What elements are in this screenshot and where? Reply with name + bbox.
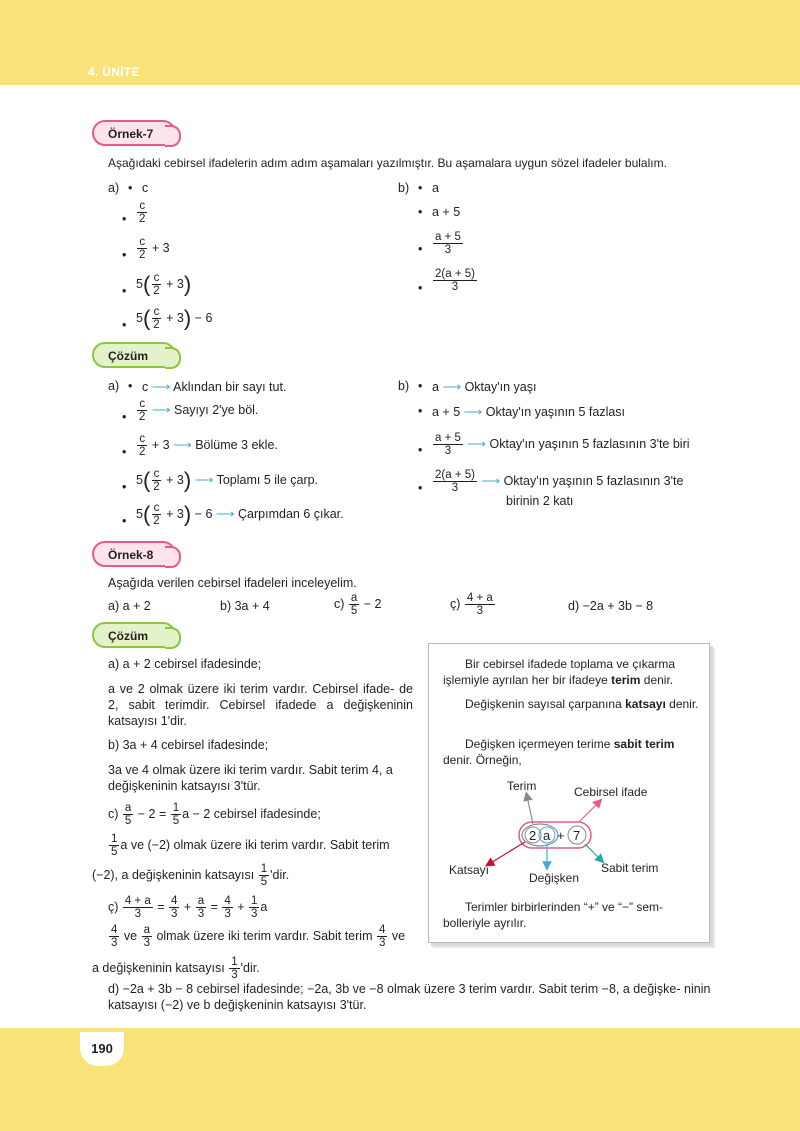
ornek7-a-step3: $\frac{c}{2}$ + 3 — [139, 236, 170, 261]
cozum1-label: Çözüm — [92, 342, 176, 368]
definition-box — [428, 643, 710, 943]
cozum2-label: Çözüm — [92, 622, 176, 648]
ornek7-b-step2: a + 5 — [432, 205, 461, 219]
cozum1-a-row2: $\frac{c}{2}$ ⟶ Sayıyı 2'ye böl. — [139, 398, 259, 423]
bullet: • — [122, 445, 127, 459]
ornek7-label: Örnek-7 — [92, 120, 176, 146]
infobox-p4: Terimler birbirlerinden “+” ve “−” sem- bolleriyle ayrılır. — [443, 900, 664, 930]
const-text: 7 — [573, 828, 581, 843]
page-number: 190 — [80, 1032, 124, 1066]
arrow-icon: ⟶ — [151, 401, 171, 417]
bullet: • — [418, 242, 423, 256]
ornek7-a-step2: $\frac{c}{2}$ — [139, 200, 146, 225]
label-katsayi: Katsayı — [449, 863, 490, 877]
label-sabit: Sabit terim — [601, 861, 659, 875]
unit-label: 4. ÜNİTE — [88, 65, 140, 79]
arrow-icon: ⟶ — [442, 379, 462, 394]
arrow-icon: ⟶ — [481, 472, 501, 488]
arrow-icon: ⟶ — [215, 505, 235, 521]
cozum1-b-row4: $\frac{2(a + 5)}{3}$ ⟶ Oktay'ın yaşının 5 fazlasının 3'te — [435, 469, 684, 494]
cozum1-b-row2: a + 5 ⟶ Oktay'ın yaşının 5 fazlası — [432, 404, 626, 419]
arrow-icon: ⟶ — [467, 435, 487, 451]
ornek7-b-label: b) — [398, 181, 410, 195]
cozum1-b-row3: $\frac{a + 5}{3}$ ⟶ Oktay'ın yaşının 5 fazlasının 3'te biri — [435, 432, 690, 457]
cozum2-b-body: 3a ve 4 olmak üzere iki terim vardır. Sabit terim 4, a değişkeninin katsayısı 3'tür. — [108, 763, 393, 793]
cozum2-b-head: b) 3a + 4 cebirsel ifadesinde; — [108, 738, 269, 752]
bullet: • — [122, 284, 127, 298]
cozum1-b-row1: a ⟶ Oktay'ın yaşı — [432, 379, 537, 394]
cozum2-cc-body1: $\frac{4}{3}$ ve $\frac{a}{3}$ olmak üzere iki terim vardır. Sabit terim $\frac{4}{3}$ ve — [111, 924, 406, 949]
ornek7-a-step4: 5( $\frac{c}{2}$ + 3) — [136, 271, 192, 297]
ornek8-item-c: c) $\frac{a}{5}$ − 2 — [334, 592, 382, 617]
bullet: • — [122, 480, 127, 494]
ornek7-a-step1: c — [142, 181, 149, 195]
cozum1-b-row4-cont: birinin 2 katı — [506, 494, 574, 508]
ornek8-item-a: a) a + 2 — [108, 599, 151, 613]
cozum1-b-label: b) — [398, 379, 410, 393]
cozum2-cc-head: ç) $\frac{4 + a}{3}$ = $\frac{4}{3}$ + $\frac{a}{3}$ = $\frac{4}{3}$ + $\frac{1}{3}$ a — [108, 895, 268, 920]
cozum2-c-head: c) $\frac{a}{5}$ − 2 = $\frac{1}{5}$ a − 2 cebirsel ifadesinde; — [108, 802, 321, 827]
label-terim: Terim — [507, 779, 537, 793]
var-text: a — [543, 828, 551, 843]
cozum1-a-row5: 5( $\frac{c}{2}$ + 3) − 6 ⟶ Çarpımdan 6 çıkar. — [136, 501, 344, 527]
ornek8-label: Örnek-8 — [92, 541, 176, 567]
bullet: • — [122, 514, 127, 528]
bullet: • — [122, 410, 127, 424]
cozum2-a-body: a ve 2 olmak üzere iki terim vardır. Cebirsel ifade- de 2, sabit terimdir. Cebirsel ifadede a değişkeninin katsayısı 1'dir. — [108, 682, 413, 728]
ornek8-item-b: b) 3a + 4 — [220, 599, 270, 613]
ornek8-item-d: d) −2a + 3b − 8 — [568, 599, 654, 613]
ornek7-b-step1: a — [432, 181, 439, 195]
arrow-icon: ⟶ — [151, 379, 171, 394]
ornek7-b-step3: $\frac{a + 5}{3}$ — [435, 231, 461, 256]
cozum2-cc-body2: a değişkeninin katsayısı $\frac{1}{3}$ 'dir. — [92, 956, 260, 981]
bullet: • — [418, 205, 423, 219]
ornek8-intro: Aşağıda verilen cebirsel ifadeleri inceleyelim. — [108, 576, 357, 590]
ornek8-item-cc: ç) $\frac{4 + a}{3}$ — [450, 592, 493, 617]
ornek7-a-step5: 5( $\frac{c}{2}$ + 3) − 6 — [136, 305, 213, 331]
cozum1-a-label: a) — [108, 379, 120, 393]
label-cebirsel: Cebirsel ifade — [574, 785, 648, 799]
bullet: • — [128, 379, 133, 393]
bullet: • — [122, 318, 127, 332]
cozum1-a-row1: c ⟶ Aklından bir sayı tut. — [142, 379, 287, 394]
arrow-icon: ⟶ — [194, 471, 214, 487]
coef-text: 2 — [529, 828, 537, 843]
infobox-p3: Değişken içermeyen terime sabit terim denir. Örneğin, — [443, 737, 675, 767]
ornek7-a-bullet: • — [128, 181, 133, 195]
bullet: • — [418, 281, 423, 295]
ornek7-a-label: a) — [108, 181, 120, 195]
term-diagram — [429, 774, 711, 894]
arrow-icon: ⟶ — [173, 436, 192, 452]
label-degisken: Değişken — [529, 871, 580, 885]
cozum1-a-row3: $\frac{c}{2}$ + 3 ⟶ Bölüme 3 ekle. — [139, 433, 278, 458]
bullet: • — [418, 181, 423, 195]
cozum2-c-body2: (−2), a değişkeninin katsayısı $\frac{1}{5}$ 'dir. — [92, 863, 290, 888]
ornek7-b-step4: $\frac{2(a + 5)}{3}$ — [435, 268, 475, 293]
cozum1-a-row4: 5( $\frac{c}{2}$ + 3) ⟶ Toplamı 5 ile çarp. — [136, 467, 319, 493]
cozum2-d-text: d) −2a + 3b − 8 cebirsel ifadesinde; −2a, 3b ve −8 olmak üzere 3 terim vardır. Sabit terim −8, a değişke- ninin katsayısı (−2) ve b değişkeninin katsayısı 3'tür. — [108, 982, 711, 1012]
bullet: • — [418, 404, 423, 418]
bullet: • — [122, 212, 127, 226]
bullet: • — [418, 481, 423, 495]
cozum2-a-head: a) a + 2 cebirsel ifadesinde; — [108, 657, 262, 671]
infobox-p1: Bir cebirsel ifadede toplama ve çıkarma işlemiyle ayrılan her bir ifadeye terim denir. — [443, 657, 676, 687]
arrow-icon: ⟶ — [463, 404, 483, 419]
bullet: • — [418, 443, 423, 457]
cozum2-c-body1: $\frac{1}{5}$ a ve (−2) olmak üzere iki terim vardır. Sabit terim — [111, 833, 390, 858]
bullet: • — [418, 379, 423, 393]
ornek7-intro: Aşağıdaki cebirsel ifadelerin adım adım aşamaları yazılmıştır. Bu aşamalara uygun sözel ifadeler bulalım. — [108, 156, 667, 170]
infobox-p2: Değişkenin sayısal çarpanına katsayı denir. — [465, 697, 699, 711]
term-outline — [522, 824, 558, 846]
bullet: • — [122, 248, 127, 262]
plus-text: + — [557, 828, 565, 843]
